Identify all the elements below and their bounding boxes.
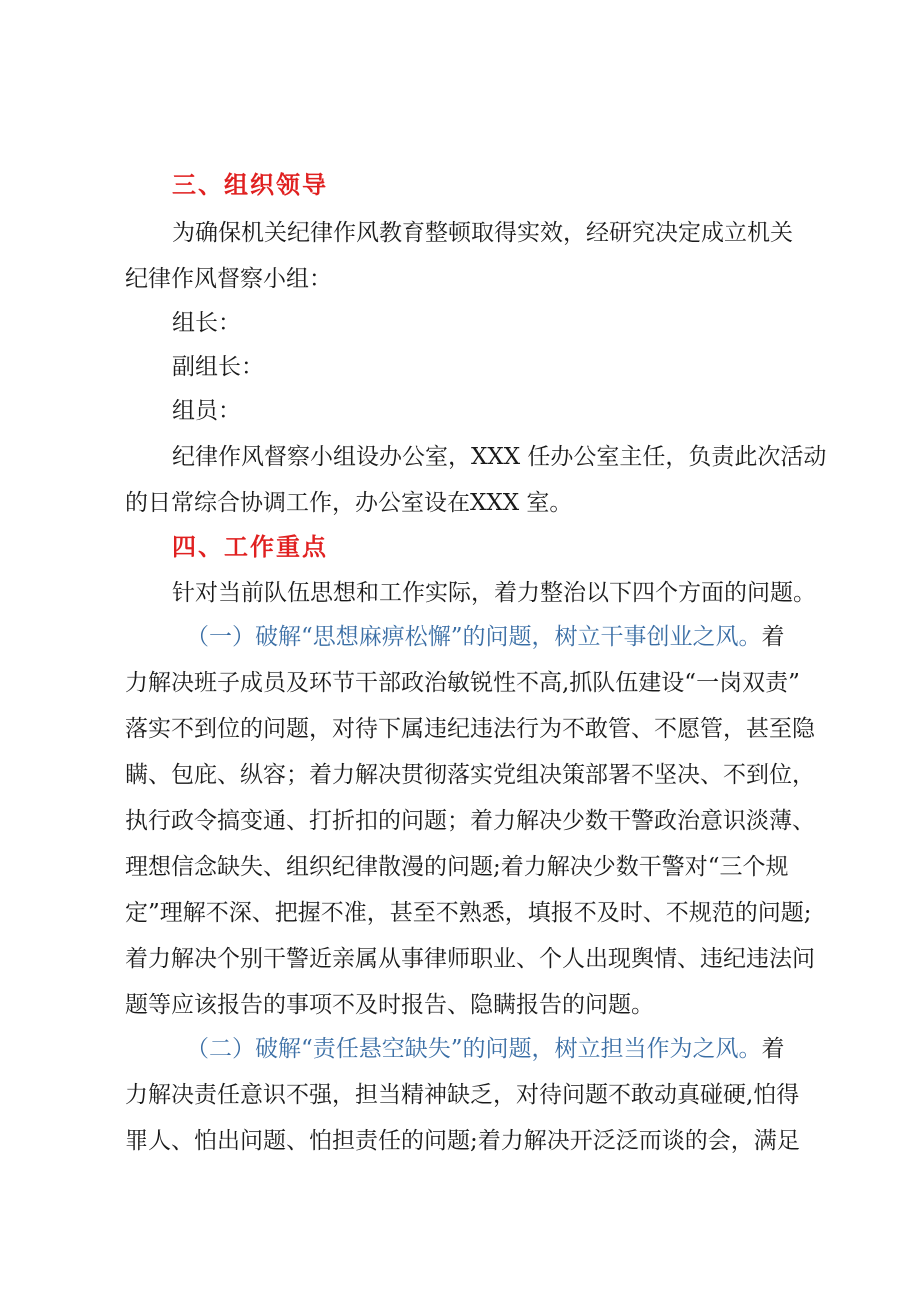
item-1-first-line: （一）破解“思想麻痹松懈”的问题，树立干事创业之风。着	[186, 624, 785, 650]
paragraph-line: 纪律作风督察小组设办公室，XXX 任办公室主任，负责此次活动	[172, 444, 827, 470]
section-3-heading: 三、组织领导	[172, 171, 328, 199]
paragraph-line: 罪人、怕出问题、怕担责任的问题;着力解决开泛泛而谈的会，满足	[125, 1128, 800, 1154]
paragraph-line: 纪律作风督察小组：	[125, 266, 332, 292]
item-2-first-line: （二）破解“责任悬空缺失”的问题，树立担当作为之风。着	[186, 1036, 785, 1062]
section-4-heading: 四、工作重点	[172, 533, 328, 561]
deputy-leader-line: 副组长：	[172, 354, 264, 380]
paragraph-line: 力解决责任意识不强，担当精神缺乏，对待问题不敢动真碰硬,怕得	[125, 1082, 800, 1108]
paragraph-line: 的日常综合协调工作，办公室设在XXX 室。	[125, 490, 573, 516]
paragraph-line: 瞒、包庇、纵容；着力解决贯彻落实党组决策部署不坚决、不到位，	[125, 762, 815, 788]
members-line: 组员：	[172, 398, 241, 424]
leader-line: 组长：	[172, 310, 241, 336]
item-2-title: （二）破解“责任悬空缺失”的问题，树立担当作为之风。	[186, 1036, 762, 1062]
paragraph-line: 执行政令搞变通、打折扣的问题；着力解决少数干警政治意识淡薄、	[125, 808, 815, 834]
paragraph-line: 针对当前队伍思想和工作实际，着力整治以下四个方面的问题。	[172, 580, 816, 606]
paragraph-line: 理想信念缺失、组织纪律散漫的问题;着力解决少数干警对“三个规	[125, 854, 789, 880]
item-1-title: （一）破解“思想麻痹松懈”的问题，树立干事创业之风。	[186, 624, 762, 650]
paragraph-line: 着力解决个别干警近亲属从事律师职业、个人出现舆情、违纪违法问	[125, 946, 815, 972]
paragraph-line: 落实不到位的问题，对待下属违纪违法行为不敢管、不愿管，甚至隐	[125, 716, 815, 742]
paragraph-line: 为确保机关纪律作风教育整顿取得实效，经研究决定成立机关	[172, 220, 793, 246]
paragraph-line: 力解决班子成员及环节干部政治敏锐性不高,抓队伍建设“一岗双责”	[125, 670, 800, 696]
paragraph-line: 题等应该报告的事项不及时报告、隐瞒报告的问题。	[125, 992, 654, 1018]
paragraph-line: 定”理解不深、把握不准，甚至不熟悉，填报不及时、不规范的问题;	[125, 900, 812, 926]
